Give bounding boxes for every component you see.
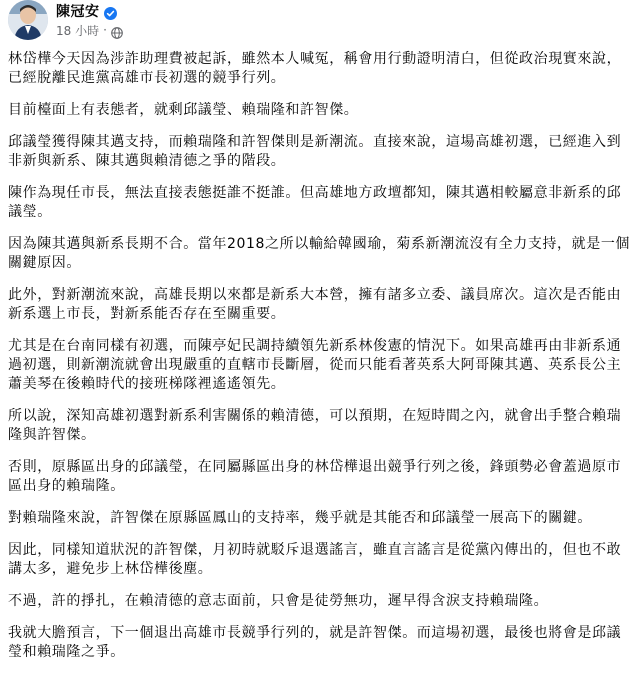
author-name[interactable]: 陳冠安 [56, 4, 100, 20]
post-paragraph: 林岱樺今天因為涉詐助理費被起訴，雖然本人喊冤，稱會用行動證明清白，但從政治現實來說，已經脫離民進黨高雄市長初選的競爭行列。 [8, 51, 622, 86]
post-paragraph: 目前檯面上有表態者，就剩邱議瑩、賴瑞隆和許智傑。 [8, 102, 359, 118]
post-header [8, 0, 628, 44]
author-avatar[interactable] [8, 0, 48, 40]
globe-icon[interactable] [111, 24, 123, 36]
post-body [8, 50, 632, 675]
post-paragraph: 此外，對新潮流來說，高雄長期以來都是新系大本營，擁有諸多立委、議員席次。這次是否能由新系選上市長，對新系能否存在至關重要。 [8, 287, 622, 322]
post-paragraph: 對賴瑞隆來說，許智傑在原縣區鳳山的支持率，幾乎就是其能否和邱議瑩一展高下的關鍵。 [8, 510, 592, 526]
post-timestamp[interactable]: 18 小時 [56, 23, 100, 38]
post-paragraph: 否則，原縣區出身的邱議瑩，在同屬縣區出身的林岱樺退出競爭行列之後，鋒頭勢必會蓋過原市區出身的賴瑞隆。 [8, 459, 622, 494]
post-paragraph: 所以說，深知高雄初選對新系利害關係的賴清德，可以預期，在短時間之內，就會出手整合賴瑞隆與許智傑。 [8, 408, 622, 443]
post-paragraph: 因為陳其邁與新系長期不合。當年2018之所以輸給韓國瑜，菊系新潮流沒有全力支持，就是一個關鍵原因。 [8, 236, 631, 271]
post-paragraph: 我就大膽預言，下一個退出高雄市長競爭行列的，就是許智傑。而這場初選，最後也將會是邱議瑩和賴瑞隆之爭。 [8, 625, 622, 660]
post-paragraph: 邱議瑩獲得陳其邁支持，而賴瑞隆和許智傑則是新潮流。直接來說，這場高雄初選，已經進入到非新與新系、陳其邁與賴清德之爭的階段。 [8, 134, 622, 169]
post-paragraph: 因此，同樣知道狀況的許智傑，月初時就駁斥退選謠言，雖直言謠言是從黨內傳出的，但也不敢講太多，避免步上林岱樺後塵。 [8, 542, 622, 577]
post-paragraph: 尤其是在台南同樣有初選，而陳亭妃民調持續領先新系林俊憲的情況下。如果高雄再由非新系通過初選，則新潮流就會出現嚴重的直轄市長斷層，從而只能看著英系大阿哥陳其邁、英系長公主蕭美琴在後賴時代的接班梯隊裡遙遙領先。 [8, 338, 622, 392]
post-paragraph: 陳作為現任市長，無法直接表態挺誰不挺誰。但高雄地方政壇都知，陳其邁相較屬意非新系的邱議瑩。 [8, 185, 622, 220]
verified-badge-icon [104, 5, 117, 18]
post-paragraph: 不過，許的掙扎，在賴清德的意志面前，只會是徒勞無功，遲早得含淚支持賴瑞隆。 [8, 593, 549, 609]
meta-separator: · [103, 23, 107, 37]
